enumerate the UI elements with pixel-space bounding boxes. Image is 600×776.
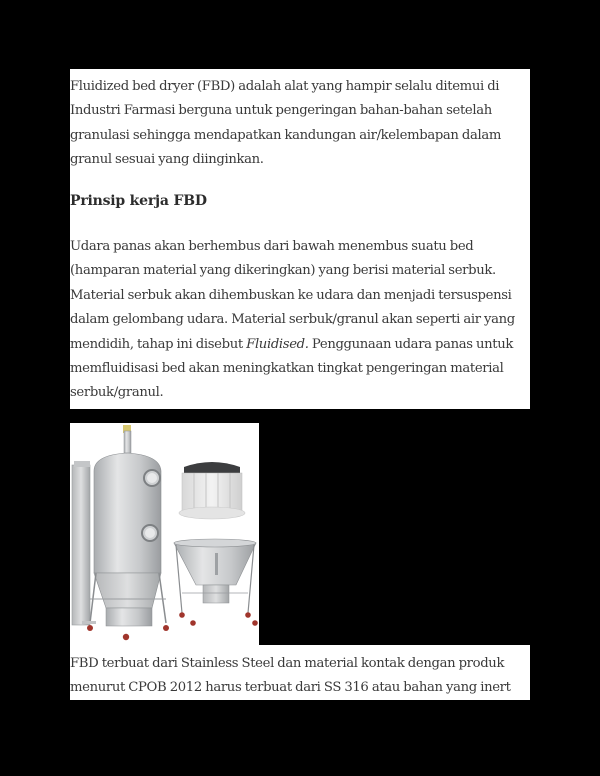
text-block-intro: [70, 69, 530, 409]
paragraph-intro: [70, 75, 501, 173]
italic-term: Fluidised.: [246, 336, 309, 352]
text-block-material: [70, 645, 530, 700]
text-fragment: mendidih, tahap ini disebut: [70, 336, 247, 352]
text-line: dalam gelombang udara. Material serbuk/granul akan seperti air yang: [70, 312, 515, 328]
fbd-equipment-image: [70, 423, 259, 645]
text-line: serbuk/granul.: [70, 385, 164, 401]
text-line: Material serbuk akan dihembuskan ke udara dan menjadi tersuspensi: [70, 287, 512, 303]
text-line: Fluidized bed dryer (FBD) adalah alat yang hampir selalu ditemui di: [70, 79, 500, 94]
section-heading: Prinsip kerja FBD: [70, 193, 207, 209]
text-line: Udara panas akan berhembus dari bawah menembus suatu bed: [70, 239, 474, 254]
text-line: menurut CPOB 2012 harus terbuat dari SS 316 atau bahan yang inert: [70, 680, 511, 696]
paragraph-material: [70, 652, 511, 701]
text-line: memfluidisasi bed akan meningkatkan tingkat pengeringan material: [70, 361, 504, 377]
text-line: FBD terbuat dari Stainless Steel dan material kontak dengan produk: [70, 656, 505, 671]
text-line: granulasi sehingga mendapatkan kandungan air/kelembapan dalam: [70, 127, 502, 143]
fluid-bed-dryer-illustration: [70, 423, 259, 645]
text-line: granul sesuai yang diinginkan.: [70, 152, 264, 168]
text-line: [70, 333, 515, 357]
text-line: (hamparan material yang dikeringkan) yang berisi material serbuk.: [70, 263, 496, 279]
text-fragment: Penggunaan udara panas untuk: [308, 336, 514, 352]
paragraph-principle: [70, 235, 515, 406]
text-line: Industri Farmasi berguna untuk pengeringan bahan-bahan setelah: [70, 103, 492, 119]
